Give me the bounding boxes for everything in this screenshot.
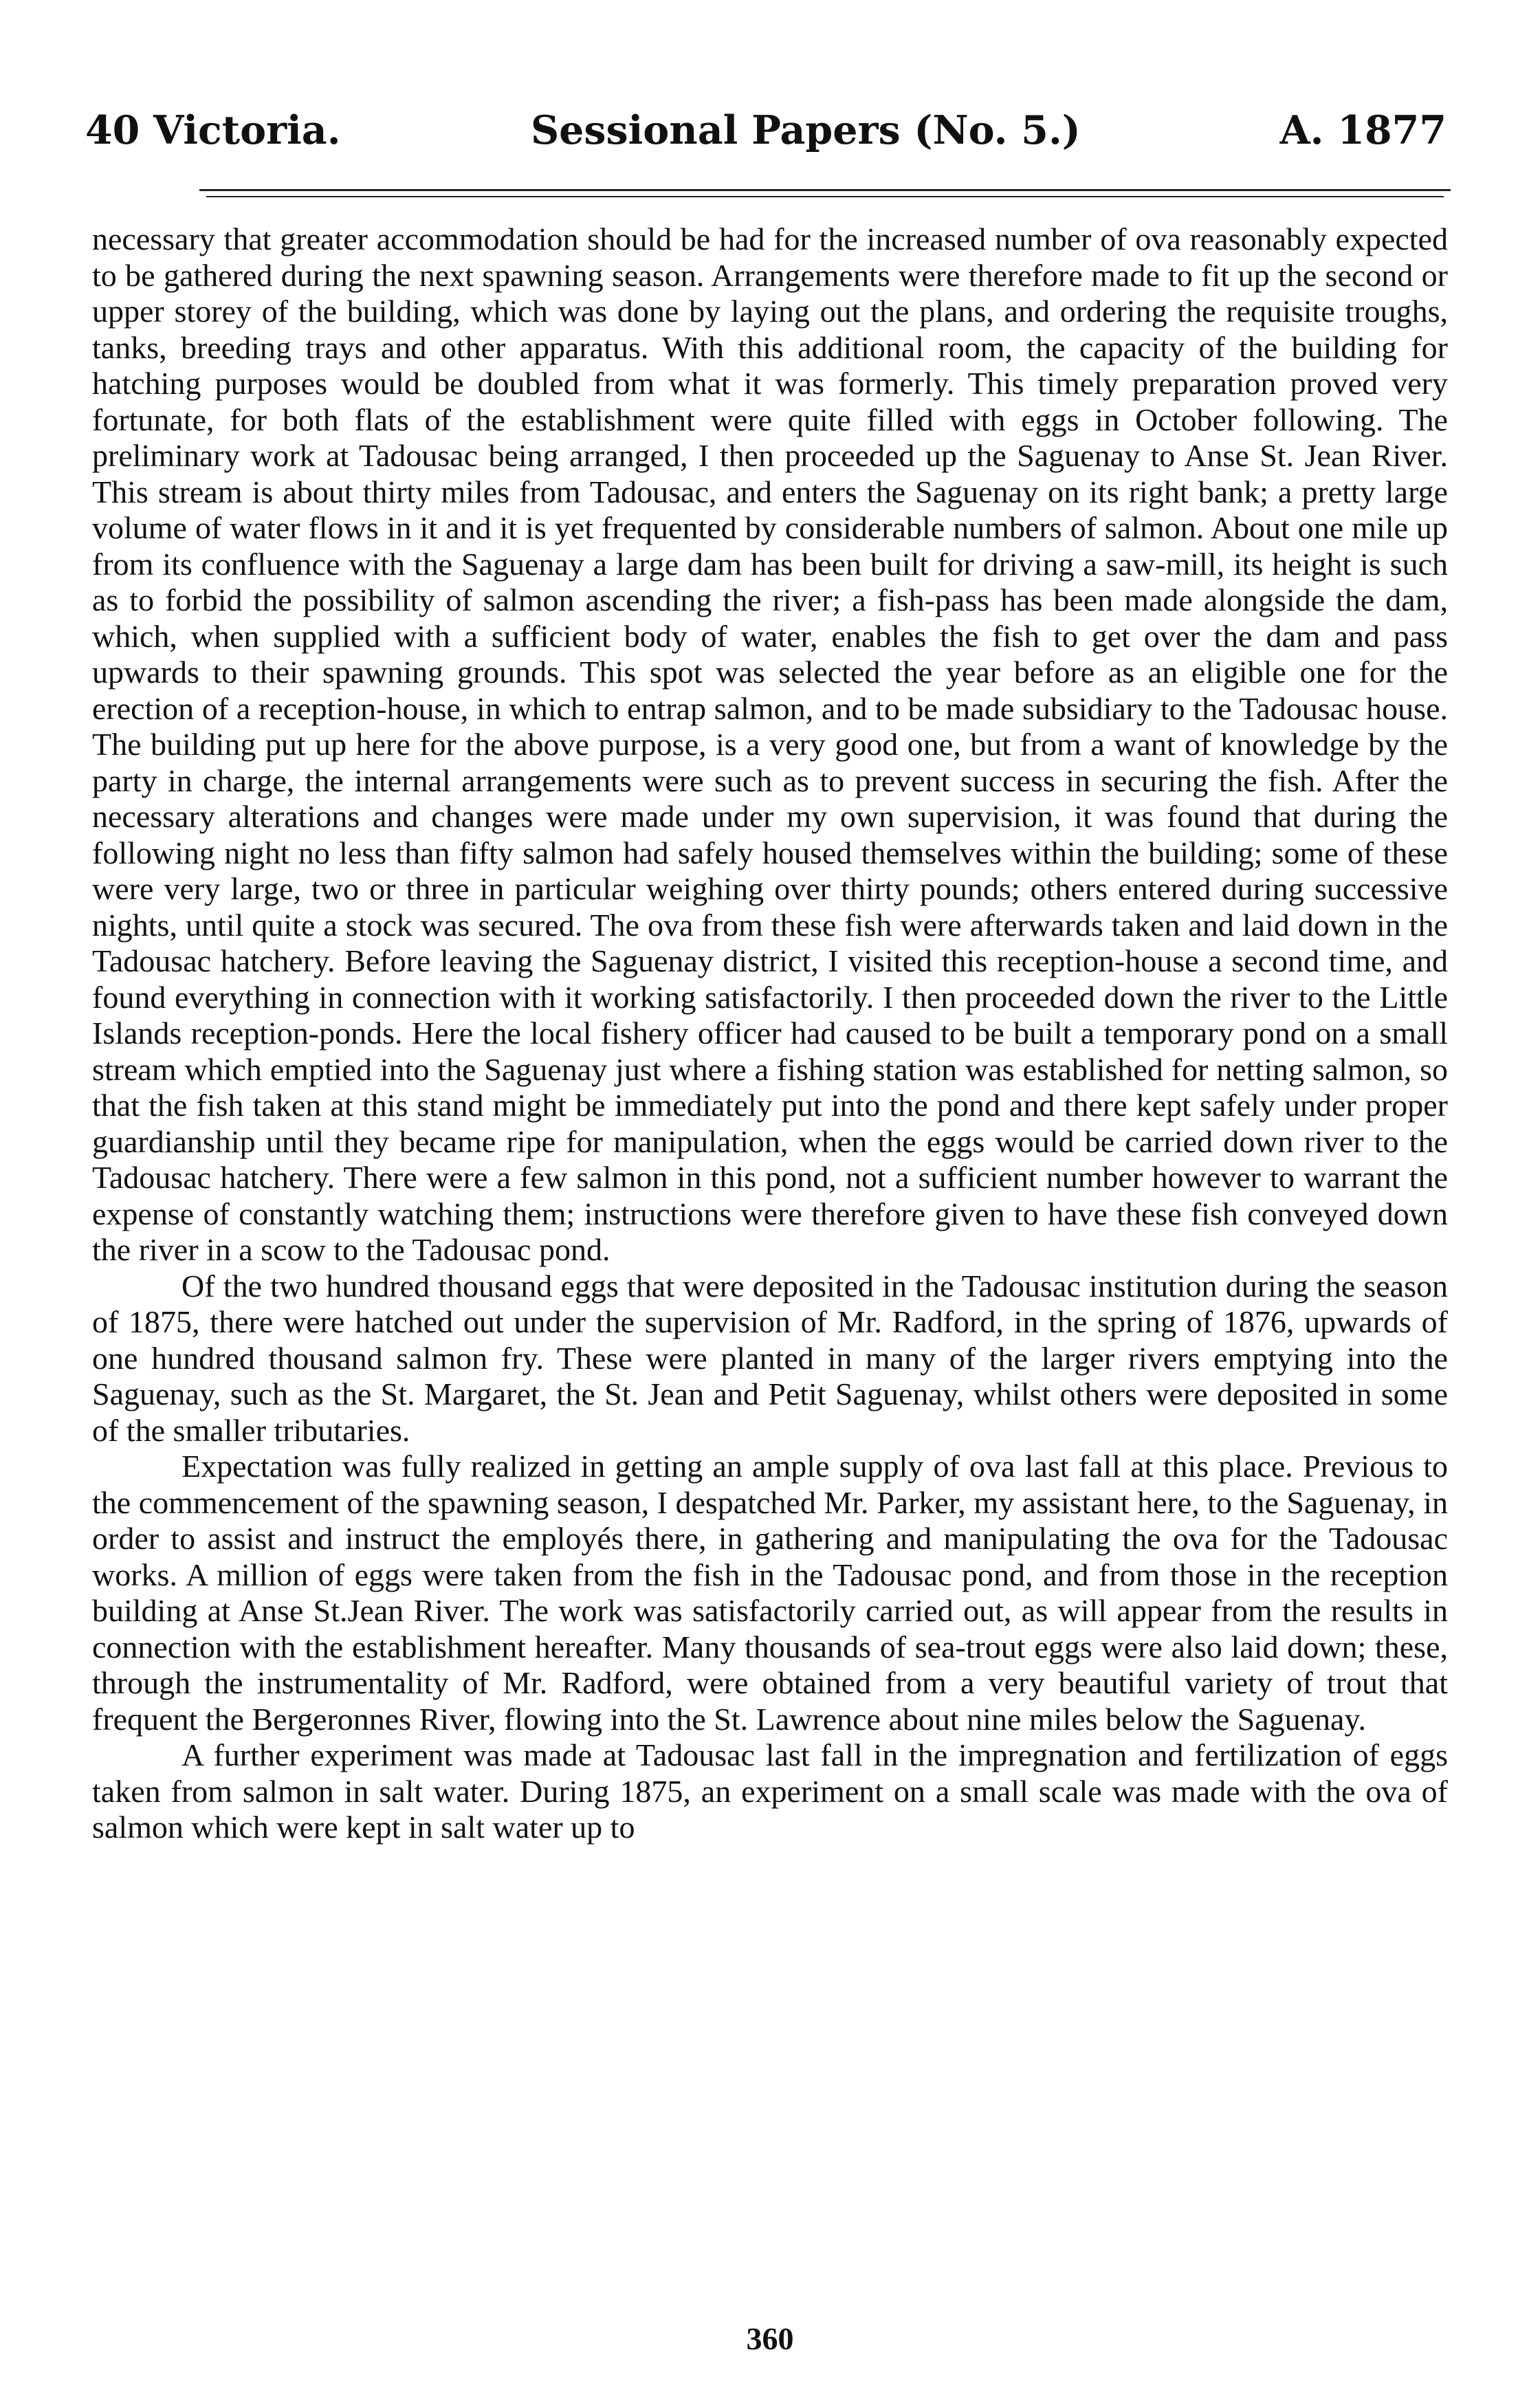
paragraph-2: Of the two hundred thousand eggs that were deposited in the Tadousac institution during the season of 1875, there were hatched out under the supervision of Mr. Radford, in the spring of 1876, upwards of one hundred thousand salmon fry. These were planted in many of the larger rivers emptying into the Saguenay, such as the St. Margaret, the St. Jean and Petit Saguenay, whilst others were deposited in some of the smaller tributaries. (92, 1268, 1448, 1448)
page-number: 360 (746, 2321, 794, 2356)
body-text (92, 221, 1448, 1846)
paragraph-4: A further experiment was made at Tadousac last fall in the impregnation and fertilization of eggs taken from salmon in salt water. During 1875, an experiment on a small scale was made with the ova of salmon which were kept in salt water up to (92, 1737, 1448, 1845)
header-rule-top (199, 189, 1451, 191)
header-volume: 40 Victoria. (85, 107, 341, 153)
header-title: Sessional Papers (No. 5.) (531, 107, 1081, 153)
paragraph-3: Expectation was fully realized in getting an ample supply of ova last fall at this place. Previous to the commencement of the spawning season, I despatched Mr. Parker, my assistant here, to the Saguenay, in order to assist and instruct the employés there, in gathering and manipulating the ova for the Tadousac works. A million of eggs were taken from the fish in the Tadousac pond, and from those in the reception building at Anse St.Jean River. The work was satisfactorily carried out, as will appear from the results in connection with the establishment hereafter. Many thousands of sea-trout eggs were also laid down; these, through the instrumentality of Mr. Radford, were obtained from a very beautiful variety of trout that frequent the Bergeronnes River, flowing into the St. Lawrence about nine miles below the Saguenay. (92, 1449, 1448, 1737)
paragraph-1: necessary that greater accommodation should be had for the increased number of ova reasonably expected to be gathered during the next spawning season. Arrangements were therefore made to fit up the second or upper storey of the building, which was done by laying out the plans, and ordering the requisite troughs, tanks, breeding trays and other apparatus. With this additional room, the capacity of the building for hatching purposes would be doubled from what it was formerly. This timely preparation proved very fortunate, for both flats of the establishment were quite filled with eggs in October following. The preliminary work at Tadousac being arranged, I then proceeded up the Saguenay to Anse St. Jean River. This stream is about thirty miles from Tadousac, and enters the Saguenay on its right bank; a pretty large volume of water flows in it and it is yet frequented by considerable numbers of salmon. About one mile up from its confluence with the Saguenay a large dam has been built for driving a saw-mill, its height is such as to forbid the possibility of salmon ascending the river; a fish-pass has been made alongside the dam, which, when supplied with a sufficient body of water, enables the fish to get over the dam and pass upwards to their spawning grounds. This spot was selected the year before as an eligible one for the erection of a reception-house, in which to entrap salmon, and to be made subsidiary to the Tadousac house. The building put up here for the above purpose, is a very good one, but from a want of knowledge by the party in charge, the internal arrangements were such as to prevent success in securing the fish. After the necessary alterations and changes were made under my own supervision, it was found that during the following night no less than fifty salmon had safely housed themselves within the building; some of these were very large, two or three in particular weighing over thirty pounds; others entered during successive nights, until quite a stock was secured. The ova from these fish were afterwards taken and laid down in the Tadousac hatchery. Before leaving the Saguenay district, I visited this reception-house a second time, and found everything in connection with it working satisfactorily. I then proceeded down the river to the Little Islands reception-ponds. Here the local fishery officer had caused to be built a temporary pond on a small stream which emptied into the Saguenay just where a fishing station was established for netting salmon, so that the fish taken at this stand might be immediately put into the pond and there kept safely under proper guardianship until they became ripe for manipulation, when the eggs would be carried down river to the Tadousac hatchery. There were a few salmon in this pond, not a sufficient number however to warrant the expense of constantly watching them; instructions were therefore given to have these fish conveyed down the river in a scow to the Tadousac pond. (92, 221, 1448, 1267)
header-rule-bottom (206, 196, 1444, 197)
header-year: A. 1877 (1279, 107, 1446, 153)
running-header (85, 103, 1446, 158)
